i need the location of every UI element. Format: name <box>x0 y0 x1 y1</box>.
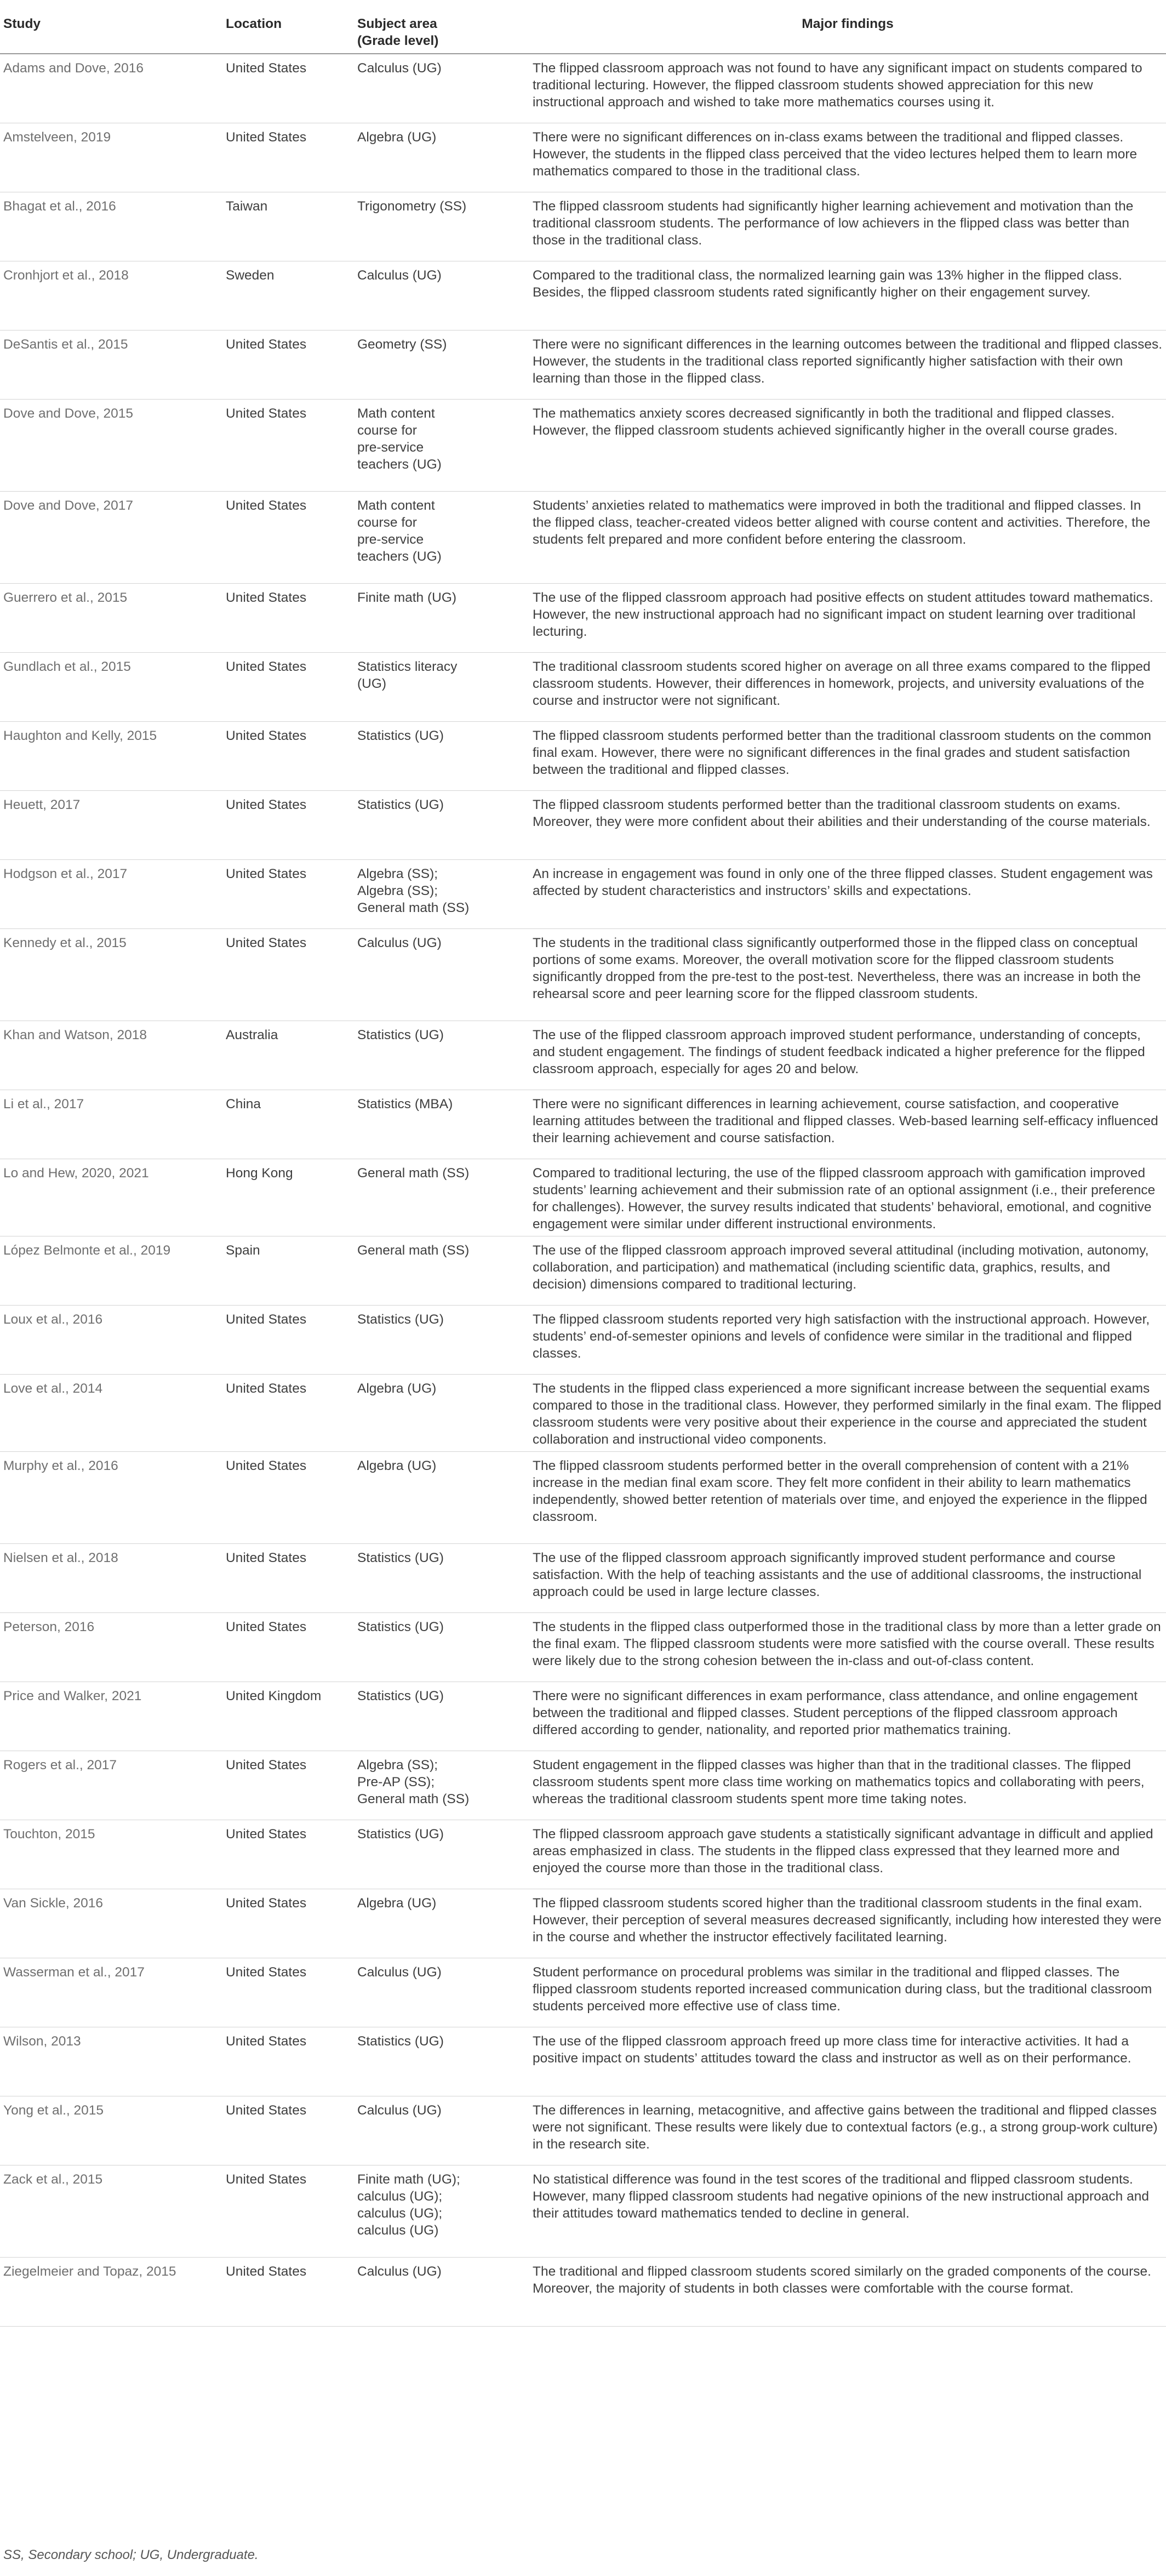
cell-location: United States <box>222 2165 354 2257</box>
table-row <box>0 261 1166 330</box>
cell-subject <box>354 721 529 790</box>
cell-study: Ziegelmeier and Topaz, 2015 <box>0 2257 222 2326</box>
cell-location: United States <box>222 721 354 790</box>
table-row <box>0 1958 1166 2027</box>
subject-line: General math (SS) <box>357 900 470 915</box>
table-row <box>0 1751 1166 1820</box>
cell-location: United States <box>222 123 354 192</box>
subject-line: (UG) <box>357 676 387 691</box>
table-row <box>0 583 1166 652</box>
cell-findings: The flipped classroom students performed better than the traditional classroom students on the common final exam. However, there were no significant differences in the final grades and student satisfaction between the traditional and flipped classes. <box>529 721 1166 790</box>
cell-subject <box>354 1820 529 1889</box>
cell-findings: Compared to traditional lecturing, the use of the flipped classroom approach with gamification improved students’ learning achievement and their submission rate of an optional assignment (i.e., their preference for challenges). However, the survey results indicated that students’ behavioral, emotional, and cognitive engagement were similar under different instructional environments. <box>529 1159 1166 1236</box>
subject-line: Math content <box>357 498 435 513</box>
cell-subject <box>354 583 529 652</box>
table-row <box>0 721 1166 790</box>
subject-line: Calculus (UG) <box>357 2102 442 2118</box>
table-row <box>0 330 1166 399</box>
cell-study: Wasserman et al., 2017 <box>0 1958 222 2027</box>
subject-line: Statistics (UG) <box>357 1312 444 1327</box>
cell-location: United States <box>222 1305 354 1374</box>
cell-study: Nielsen et al., 2018 <box>0 1543 222 1612</box>
cell-study: Adams and Dove, 2016 <box>0 54 222 123</box>
subject-line: Statistics (UG) <box>357 2033 444 2049</box>
cell-subject <box>354 2027 529 2096</box>
cell-subject <box>354 123 529 192</box>
cell-study: Touchton, 2015 <box>0 1820 222 1889</box>
cell-findings: The differences in learning, metacognitive, and affective gains between the traditional and flipped classes were not significant. These results were likely due to contextual factors (e.g., a strong group-work culture) in the research site. <box>529 2096 1166 2165</box>
cell-subject <box>354 1374 529 1451</box>
cell-study: Rogers et al., 2017 <box>0 1751 222 1820</box>
subject-line: Calculus (UG) <box>357 61 442 76</box>
cell-study: Bhagat et al., 2016 <box>0 192 222 261</box>
cell-subject <box>354 1021 529 1090</box>
cell-findings: The use of the flipped classroom approach significantly improved student performance and course satisfaction. With the help of teaching assistants and the use of additional classrooms, the instructional approach could be used in large lecture classes. <box>529 1543 1166 1612</box>
table-row <box>0 1090 1166 1159</box>
subject-line: Trigonometry (SS) <box>357 198 467 214</box>
cell-subject <box>354 652 529 721</box>
cell-subject <box>354 1236 529 1305</box>
cell-findings: There were no significant differences in exam performance, class attendance, and online engagement between the traditional and flipped classes. Student perceptions of the flipped classroom approach differed according to gender, nationality, and reported prior mathematics training. <box>529 1682 1166 1751</box>
subject-line: Statistics (UG) <box>357 1688 444 1703</box>
cell-findings: The flipped classroom students scored higher than the traditional classroom students in the final exam. However, their perception of several measures decreased significantly, including how interested they were in the course and whether the instructor effectively facilitated learning. <box>529 1889 1166 1958</box>
cell-findings: There were no significant differences in the learning outcomes between the traditional and flipped classes. However, the students in the traditional class reported significantly higher satisfaction with their own learning than those in the flipped class. <box>529 330 1166 399</box>
table-row <box>0 1820 1166 1889</box>
cell-findings: The flipped classroom students performed better than the traditional classroom students on exams. Moreover, they were more confident about their abilities and their understanding of the course materials. <box>529 790 1166 859</box>
table-row <box>0 859 1166 928</box>
header-subject <box>354 3 529 54</box>
subject-line: Calculus (UG) <box>357 1964 442 1980</box>
cell-subject <box>354 1958 529 2027</box>
cell-location: China <box>222 1090 354 1159</box>
table-row <box>0 123 1166 192</box>
cell-location: United States <box>222 54 354 123</box>
cell-subject <box>354 54 529 123</box>
cell-study: Dove and Dove, 2017 <box>0 491 222 583</box>
subject-line: Statistics (UG) <box>357 797 444 812</box>
subject-line: Algebra (UG) <box>357 1895 437 1911</box>
cell-study: López Belmonte et al., 2019 <box>0 1236 222 1305</box>
subject-line: Calculus (UG) <box>357 2264 442 2279</box>
cell-location: United States <box>222 399 354 491</box>
table-row <box>0 2096 1166 2165</box>
cell-study: Li et al., 2017 <box>0 1090 222 1159</box>
cell-subject <box>354 859 529 928</box>
cell-study: Loux et al., 2016 <box>0 1305 222 1374</box>
subject-line: Statistics literacy <box>357 659 458 674</box>
subject-line: General math (SS) <box>357 1791 470 1806</box>
cell-study: Gundlach et al., 2015 <box>0 652 222 721</box>
subject-line: Finite math (UG) <box>357 590 457 605</box>
cell-findings: The students in the traditional class significantly outperformed those in the flipped class on conceptual portions of some exams. Moreover, the overall motivation score for the flipped classroom students significantly dropped from the pre-test to the post-test. Nevertheless, there was an increase in both the rehearsal score and peer learning score for the flipped classroom students. <box>529 928 1166 1021</box>
cell-location: Taiwan <box>222 192 354 261</box>
cell-location: United States <box>222 1958 354 2027</box>
cell-findings: Compared to the traditional class, the normalized learning gain was 13% higher in the flipped class. Besides, the flipped classroom students rated significantly higher on their engagement survey. <box>529 261 1166 330</box>
header-subject-line1: Subject area <box>357 16 437 31</box>
cell-subject <box>354 192 529 261</box>
cell-findings: There were no significant differences on in-class exams between the traditional and flipped classes. However, the students in the flipped class perceived that the video lectures helped them to learn more mathematics compared to those in the traditional class. <box>529 123 1166 192</box>
cell-subject <box>354 1159 529 1236</box>
cell-study: Peterson, 2016 <box>0 1612 222 1682</box>
cell-location: United States <box>222 2257 354 2326</box>
cell-subject <box>354 928 529 1021</box>
table-body <box>0 54 1166 2326</box>
cell-study: Cronhjort et al., 2018 <box>0 261 222 330</box>
subject-line: Statistics (MBA) <box>357 1096 453 1112</box>
cell-location: United States <box>222 2096 354 2165</box>
cell-study: Hodgson et al., 2017 <box>0 859 222 928</box>
cell-study: Amstelveen, 2019 <box>0 123 222 192</box>
cell-location: United States <box>222 1889 354 1958</box>
cell-location: Hong Kong <box>222 1159 354 1236</box>
cell-location: Sweden <box>222 261 354 330</box>
cell-study: Wilson, 2013 <box>0 2027 222 2096</box>
table-row <box>0 2165 1166 2257</box>
cell-study: Murphy et al., 2016 <box>0 1451 222 1543</box>
table-row <box>0 192 1166 261</box>
table-footnote: SS, Secondary school; UG, Undergraduate. <box>3 2547 259 2562</box>
cell-study: Love et al., 2014 <box>0 1374 222 1451</box>
subject-line: Statistics (UG) <box>357 1027 444 1042</box>
cell-subject <box>354 399 529 491</box>
cell-study: Price and Walker, 2021 <box>0 1682 222 1751</box>
table-row <box>0 1612 1166 1682</box>
subject-line: calculus (UG); <box>357 2205 443 2221</box>
table-row <box>0 1374 1166 1451</box>
cell-subject <box>354 2257 529 2326</box>
subject-line: Statistics (UG) <box>357 1550 444 1565</box>
subject-line: Finite math (UG); <box>357 2172 460 2187</box>
cell-findings: The flipped classroom approach was not found to have any significant impact on students compared to traditional lecturing. However, the flipped classroom students showed appreciation for this new instructional approach and wished to take more mathematics courses using it. <box>529 54 1166 123</box>
table-row <box>0 790 1166 859</box>
cell-subject <box>354 1612 529 1682</box>
cell-location: Australia <box>222 1021 354 1090</box>
cell-subject <box>354 1889 529 1958</box>
subject-line: Algebra (UG) <box>357 129 437 145</box>
header-study <box>0 3 222 54</box>
cell-subject <box>354 1543 529 1612</box>
cell-subject <box>354 330 529 399</box>
table-row <box>0 1021 1166 1090</box>
subject-line: Pre-AP (SS); <box>357 1774 435 1789</box>
subject-line: Algebra (UG) <box>357 1381 437 1396</box>
cell-location: United States <box>222 1820 354 1889</box>
subject-line: pre-service <box>357 532 424 547</box>
cell-location: United States <box>222 1374 354 1451</box>
header-location <box>222 3 354 54</box>
cell-findings: There were no significant differences in learning achievement, course satisfaction, and cooperative learning attitudes between the traditional and flipped classes. Web-based learning self-efficacy influenced their learning achievement and course satisfaction. <box>529 1090 1166 1159</box>
cell-location: United States <box>222 1451 354 1543</box>
cell-study: Zack et al., 2015 <box>0 2165 222 2257</box>
table-row <box>0 2257 1166 2326</box>
subject-line: Statistics (UG) <box>357 1826 444 1842</box>
cell-subject <box>354 1682 529 1751</box>
cell-study: Van Sickle, 2016 <box>0 1889 222 1958</box>
subject-line: teachers (UG) <box>357 457 442 472</box>
table-row <box>0 1543 1166 1612</box>
cell-subject <box>354 1305 529 1374</box>
cell-study: Haughton and Kelly, 2015 <box>0 721 222 790</box>
table-row <box>0 928 1166 1021</box>
header-subject-line2: (Grade level) <box>357 33 439 48</box>
table-row <box>0 1889 1166 1958</box>
subject-line: Statistics (UG) <box>357 1619 444 1634</box>
cell-findings: The use of the flipped classroom approach improved student performance, understanding of concepts, and student engagement. The findings of student feedback indicated a higher preference for the flipped classroom approach, especially for ages 20 and below. <box>529 1021 1166 1090</box>
cell-findings: The students in the flipped class outperformed those in the traditional class by more than a letter grade on the final exam. The flipped classroom students were more satisfied with the course overall. These results were likely due to the strong cohesion between the in-class and out-of-class content. <box>529 1612 1166 1682</box>
cell-findings: The mathematics anxiety scores decreased significantly in both the traditional and flipped classes. However, the flipped classroom students achieved significantly higher in the overall course grades. <box>529 399 1166 491</box>
subject-line: General math (SS) <box>357 1165 470 1181</box>
header-location-label: Location <box>226 16 282 31</box>
subject-line: Algebra (SS); <box>357 883 438 898</box>
header-row <box>0 3 1166 54</box>
table-row <box>0 1159 1166 1236</box>
subject-line: course for <box>357 423 417 438</box>
cell-findings: The flipped classroom students performed better in the overall comprehension of content with a 21% increase in the median final exam score. They felt more confident in their ability to learn mathematics independently, showed better retention of materials over time, and enjoyed the experience in the flipped classroom. <box>529 1451 1166 1543</box>
cell-subject <box>354 790 529 859</box>
cell-study: Yong et al., 2015 <box>0 2096 222 2165</box>
subject-line: course for <box>357 515 417 530</box>
cell-study: Lo and Hew, 2020, 2021 <box>0 1159 222 1236</box>
cell-location: United States <box>222 652 354 721</box>
table-row <box>0 54 1166 123</box>
subject-line: Calculus (UG) <box>357 267 442 283</box>
subject-line: General math (SS) <box>357 1243 470 1258</box>
cell-subject <box>354 1090 529 1159</box>
subject-line: Calculus (UG) <box>357 935 442 950</box>
table-row <box>0 399 1166 491</box>
subject-line: Algebra (UG) <box>357 1458 437 1473</box>
table-header <box>0 3 1166 54</box>
cell-findings: The flipped classroom approach gave students a statistically significant advantage in difficult and applied areas emphasized in class. The students in the flipped class expressed that they learned more and enjoyed the course more than those in the traditional class. <box>529 1820 1166 1889</box>
cell-study: Heuett, 2017 <box>0 790 222 859</box>
table-row <box>0 1236 1166 1305</box>
subject-line: Algebra (SS); <box>357 1757 438 1773</box>
cell-subject <box>354 1451 529 1543</box>
cell-findings: The use of the flipped classroom approach had positive effects on student attitudes toward mathematics. However, the new instructional approach had no significant impact on student learning over traditional lecturing. <box>529 583 1166 652</box>
header-study-label: Study <box>3 16 41 31</box>
header-findings <box>529 3 1166 54</box>
cell-findings: Student performance on procedural problems was similar in the traditional and flipped classes. The flipped classroom students reported increased communication during class, but the traditional classroom students perceived more effective use of class time. <box>529 1958 1166 2027</box>
cell-location: United States <box>222 928 354 1021</box>
cell-location: United States <box>222 1751 354 1820</box>
cell-location: United States <box>222 491 354 583</box>
table-row <box>0 1682 1166 1751</box>
table-row <box>0 1451 1166 1543</box>
cell-findings: The students in the flipped class experienced a more significant increase between the sequential exams compared to those in the traditional class. However, they performed similarly in the final exam. The flipped classroom students were very positive about their experience in the course and appreciated the student collaboration and instructional video components. <box>529 1374 1166 1451</box>
cell-subject <box>354 2165 529 2257</box>
findings-table <box>0 3 1166 2327</box>
cell-findings: Student engagement in the flipped classes was higher than that in the traditional classes. The flipped classroom students spent more class time working on mathematics topics and collaborating with peers, whereas the traditional classroom students spent more time taking notes. <box>529 1751 1166 1820</box>
table-row <box>0 491 1166 583</box>
table-row <box>0 2027 1166 2096</box>
table-row <box>0 1305 1166 1374</box>
cell-findings: The flipped classroom students reported very high satisfaction with the instructional approach. However, students’ end-of-semester opinions and levels of confidence were similar in the traditional and flipped classes. <box>529 1305 1166 1374</box>
subject-line: Math content <box>357 406 435 421</box>
cell-subject <box>354 491 529 583</box>
cell-findings: The use of the flipped classroom approach improved several attitudinal (including motivation, autonomy, collaboration, and participation) and mathematical (including scientific data, graphics, results, and decision) dimensions compared to traditional lecturing. <box>529 1236 1166 1305</box>
subject-line: Statistics (UG) <box>357 728 444 743</box>
cell-location: United States <box>222 330 354 399</box>
subject-line: Geometry (SS) <box>357 337 447 352</box>
cell-location: United States <box>222 1612 354 1682</box>
cell-findings: An increase in engagement was found in only one of the three flipped classes. Student engagement was affected by student characteristics and instructors’ skills and expectations. <box>529 859 1166 928</box>
cell-subject <box>354 2096 529 2165</box>
cell-location: United States <box>222 859 354 928</box>
cell-findings: No statistical difference was found in the test scores of the traditional and flipped classroom students. However, many flipped classroom students had negative opinions of the new instructional approach and their attitudes toward mathematics tended to decline in general. <box>529 2165 1166 2257</box>
cell-location: Spain <box>222 1236 354 1305</box>
subject-line: Algebra (SS); <box>357 866 438 881</box>
cell-subject <box>354 1751 529 1820</box>
cell-study: Kennedy et al., 2015 <box>0 928 222 1021</box>
header-findings-label: Major findings <box>802 16 894 31</box>
subject-line: calculus (UG); <box>357 2189 443 2204</box>
cell-study: DeSantis et al., 2015 <box>0 330 222 399</box>
cell-findings: The traditional and flipped classroom students scored similarly on the graded components of the course. Moreover, the majority of students in both classes were comfortable with the course format. <box>529 2257 1166 2326</box>
cell-findings: The use of the flipped classroom approach freed up more class time for interactive activities. It had a positive impact on students’ attitudes toward the class and instructor as well as on their performance. <box>529 2027 1166 2096</box>
cell-findings: The traditional classroom students scored higher on average on all three exams compared to the flipped classroom students. However, their differences in homework, projects, and university evaluations of the course and instructor were not significant. <box>529 652 1166 721</box>
cell-study: Dove and Dove, 2015 <box>0 399 222 491</box>
cell-findings: Students’ anxieties related to mathematics were improved in both the traditional and flipped classes. In the flipped class, teacher-created videos better aligned with course content and activities. Therefore, the students felt prepared and more confident before entering the classroom. <box>529 491 1166 583</box>
cell-study: Guerrero et al., 2015 <box>0 583 222 652</box>
cell-location: United States <box>222 1543 354 1612</box>
cell-location: United States <box>222 2027 354 2096</box>
cell-location: United States <box>222 790 354 859</box>
subject-line: calculus (UG) <box>357 2222 439 2238</box>
table-row <box>0 652 1166 721</box>
cell-subject <box>354 261 529 330</box>
cell-location: United Kingdom <box>222 1682 354 1751</box>
subject-line: teachers (UG) <box>357 549 442 564</box>
cell-location: United States <box>222 583 354 652</box>
cell-findings: The flipped classroom students had significantly higher learning achievement and motivation than the traditional classroom students. The performance of low achievers in the flipped class was better than those in the traditional class. <box>529 192 1166 261</box>
subject-line: pre-service <box>357 440 424 455</box>
cell-study: Khan and Watson, 2018 <box>0 1021 222 1090</box>
